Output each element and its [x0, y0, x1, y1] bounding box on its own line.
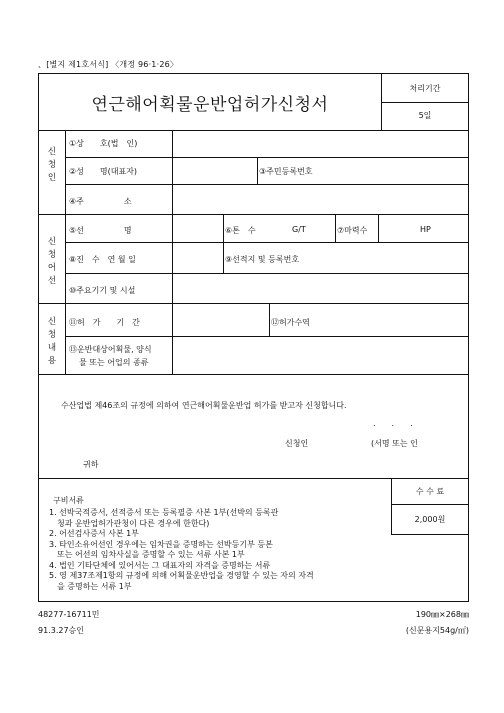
form-header: 、[별지 제1호서식] 〈개정 96·1·26〉	[38, 60, 179, 69]
applicant-label: 신청인	[285, 439, 309, 448]
addressee: 귀하	[83, 460, 99, 469]
field-tonnage: ⑥톤 수	[225, 226, 256, 235]
date-dots: . . .	[373, 419, 413, 428]
field-port-registration: ⑨선적지 및 등록번호	[225, 255, 300, 264]
field-address: ④주 소	[69, 197, 132, 206]
approval-date: 91.3.27승인	[38, 626, 84, 635]
field-launch-date: ⑧진 수 연 월 일	[69, 255, 136, 264]
processing-period-value: 5일	[418, 111, 432, 120]
field-cargo-type-1: ⑬운반대상어획물, 양식	[69, 345, 152, 354]
document-item: 2. 어선검사증서 사본 1부	[49, 529, 139, 538]
field-horsepower-unit: HP	[420, 225, 431, 234]
document-item: 1. 선박국적증서, 선적증서 또는 등록필증 사본 1부(선박의 등록관	[49, 508, 279, 517]
section-applicant: 신 청 인	[47, 147, 57, 183]
paper-size: 190㎜×268㎜	[415, 610, 469, 619]
field-business-name: ①상 호(법 인)	[69, 139, 138, 148]
section-content: 신 청 내 용	[47, 317, 57, 366]
document-item: 또는 어선의 임차사실을 증명할 수 있는 서류 사본 1부	[49, 550, 245, 559]
field-cargo-type-2: 물 또는 어업의 종류	[79, 358, 149, 367]
field-representative: ②성 명(대표자)	[69, 167, 138, 176]
form-title: 연근해어획물운반업허가신청서	[91, 94, 329, 115]
document-item: 3. 타인소유어선인 경우에는 임차권을 증명하는 선박등기부 등본	[49, 539, 273, 549]
signature-label: (서명 또는 인	[371, 439, 418, 448]
application-form	[38, 73, 469, 602]
paper-type: (신문용지54g/㎡)	[405, 626, 469, 635]
section-vessel: 신 청 어 선	[47, 237, 57, 286]
fee-value: 2,000원	[414, 515, 446, 524]
document-item: 4. 법인 기타단체에 있어서는 그 대표자의 자격을 증명하는 서류	[49, 560, 271, 570]
field-horsepower: ⑦마력수	[337, 226, 368, 235]
processing-period-label: 처리기간	[409, 84, 441, 93]
required-documents-list	[49, 508, 314, 592]
field-equipment: ⑩주요기기 및 시설	[69, 286, 136, 295]
form-code: 48277-16711민	[38, 610, 100, 619]
field-resident-number: ③주민등록번호	[259, 167, 313, 176]
field-permit-period: ⑪허 가 기 간	[69, 318, 140, 327]
document-item: 5. 영 제37조제1항의 규정에 의해 어획물운반업을 경영할 수 있는 자의 자격	[49, 571, 314, 580]
document-item: 을 증명하는 서류 1부	[49, 581, 132, 591]
field-tonnage-unit: G/T	[292, 225, 306, 234]
field-vessel-name: ⑤선 명	[69, 226, 132, 235]
fee-label: 수 수 료	[415, 487, 445, 496]
document-item: 청과 운반업허가관청이 다른 경우에 한한다)	[49, 518, 210, 528]
application-statement: 수산업법 제46조의 규정에 의하여 연근해어획물운반업 허가를 받고자 신청합니다.	[61, 401, 347, 410]
required-documents-title: 구비서류	[53, 496, 84, 505]
field-permit-area: ⑫허가수역	[271, 318, 310, 327]
